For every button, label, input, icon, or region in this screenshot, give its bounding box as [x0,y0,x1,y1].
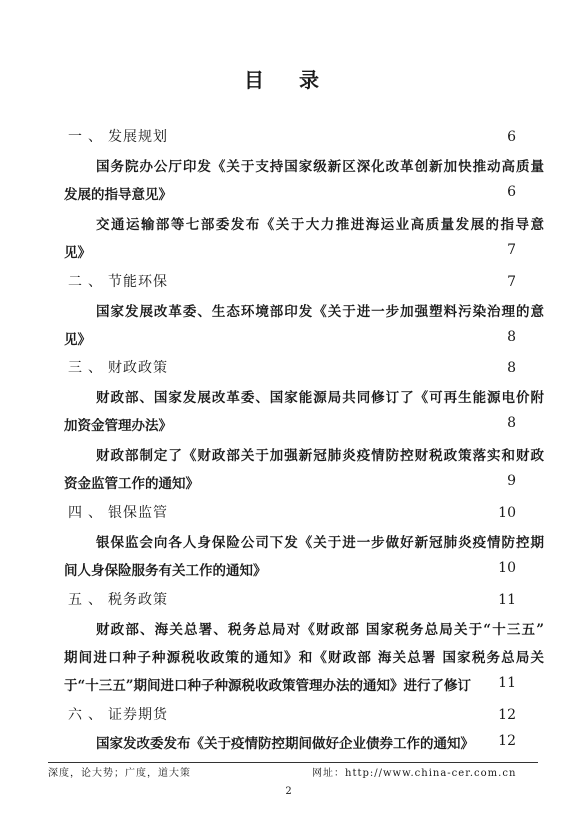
page-ref: 8 [507,415,516,431]
entry-line: 财政部、国家发展改革委、国家能源局共同修订了《可再生能源电价附 [96,390,544,406]
entry-line: 期间进口种子种源税收政策的通知》和《财政部 海关总署 国家税务总局关 [64,650,544,666]
section-number: 一、 [68,129,108,145]
entry-line: 财政部制定了《财政部关于加强新冠肺炎疫情防控财税政策落实和财政 [96,448,544,464]
section-label: 发展规划 [108,129,168,145]
page-ref: 8 [507,329,516,345]
entry-line: 交通运输部等七部委发布《关于大力推进海运业高质量发展的指导意 [96,217,544,233]
entry-line: 发展的指导意见》 [64,187,172,203]
toc-section-3[interactable] [64,357,514,379]
footer-divider [48,762,538,763]
page-ref: 10 [498,505,516,521]
entry-line: 于“十三五”期间进口种子种源税收政策管理办法的通知》进行了修订 [64,678,472,694]
page-ref: 7 [507,242,516,258]
entry-line: 国家发展改革委、生态环境部印发《关于进一步加强塑料污染治理的意 [96,304,544,320]
entry-line: 国家发改委发布《关于疫情防控期间做好企业债券工作的通知》 [96,736,474,752]
page-ref: 11 [498,675,516,691]
section-label: 银保监管 [108,505,168,521]
toc-section-5[interactable] [64,589,514,611]
page-ref: 6 [507,184,516,200]
entry-line: 见》 [64,332,91,348]
toc-section-4[interactable] [64,502,514,524]
page-ref: 12 [498,707,516,723]
entry-line: 资金监管工作的通知》 [64,476,199,492]
toc-section-6[interactable] [64,704,514,726]
section-label: 节能环保 [108,274,168,290]
footer-slogan: 深度，论大势；广度，道大策 [48,768,191,779]
toc-section-2[interactable] [64,271,514,293]
section-number: 五、 [68,592,108,608]
page-number: 2 [285,786,292,797]
page-ref: 8 [507,360,516,376]
page-ref: 7 [507,274,516,290]
entry-line: 国务院办公厅印发《关于支持国家级新区深化改革创新加快推动高质量 [96,159,544,175]
page-ref: 11 [498,592,516,608]
section-label: 证券期货 [108,707,168,723]
section-number: 三、 [68,360,108,376]
section-label: 税务政策 [108,592,168,608]
section-label: 财政政策 [108,360,168,376]
entry-line: 见》 [64,245,91,261]
page-ref: 10 [498,560,516,576]
section-number: 二、 [68,274,108,290]
page-ref: 12 [498,733,516,749]
page-title: 目 录 [244,68,333,92]
entry-line: 银保监会向各人身保险公司下发《关于进一步做好新冠肺炎疫情防控期 [96,535,544,551]
footer-website[interactable]: 网址：http://www.china-cer.com.cn [312,768,517,779]
entry-line: 间人身保险服务有关工作的通知》 [64,563,267,579]
entry-line: 加资金管理办法》 [64,418,172,434]
page-ref: 6 [507,129,516,145]
section-number: 四、 [68,505,108,521]
page-ref: 9 [507,473,516,489]
toc-section-1[interactable] [64,126,514,148]
section-number: 六、 [68,707,108,723]
entry-line: 财政部、海关总署、税务总局对《财政部 国家税务总局关于“十三五” [96,622,544,638]
